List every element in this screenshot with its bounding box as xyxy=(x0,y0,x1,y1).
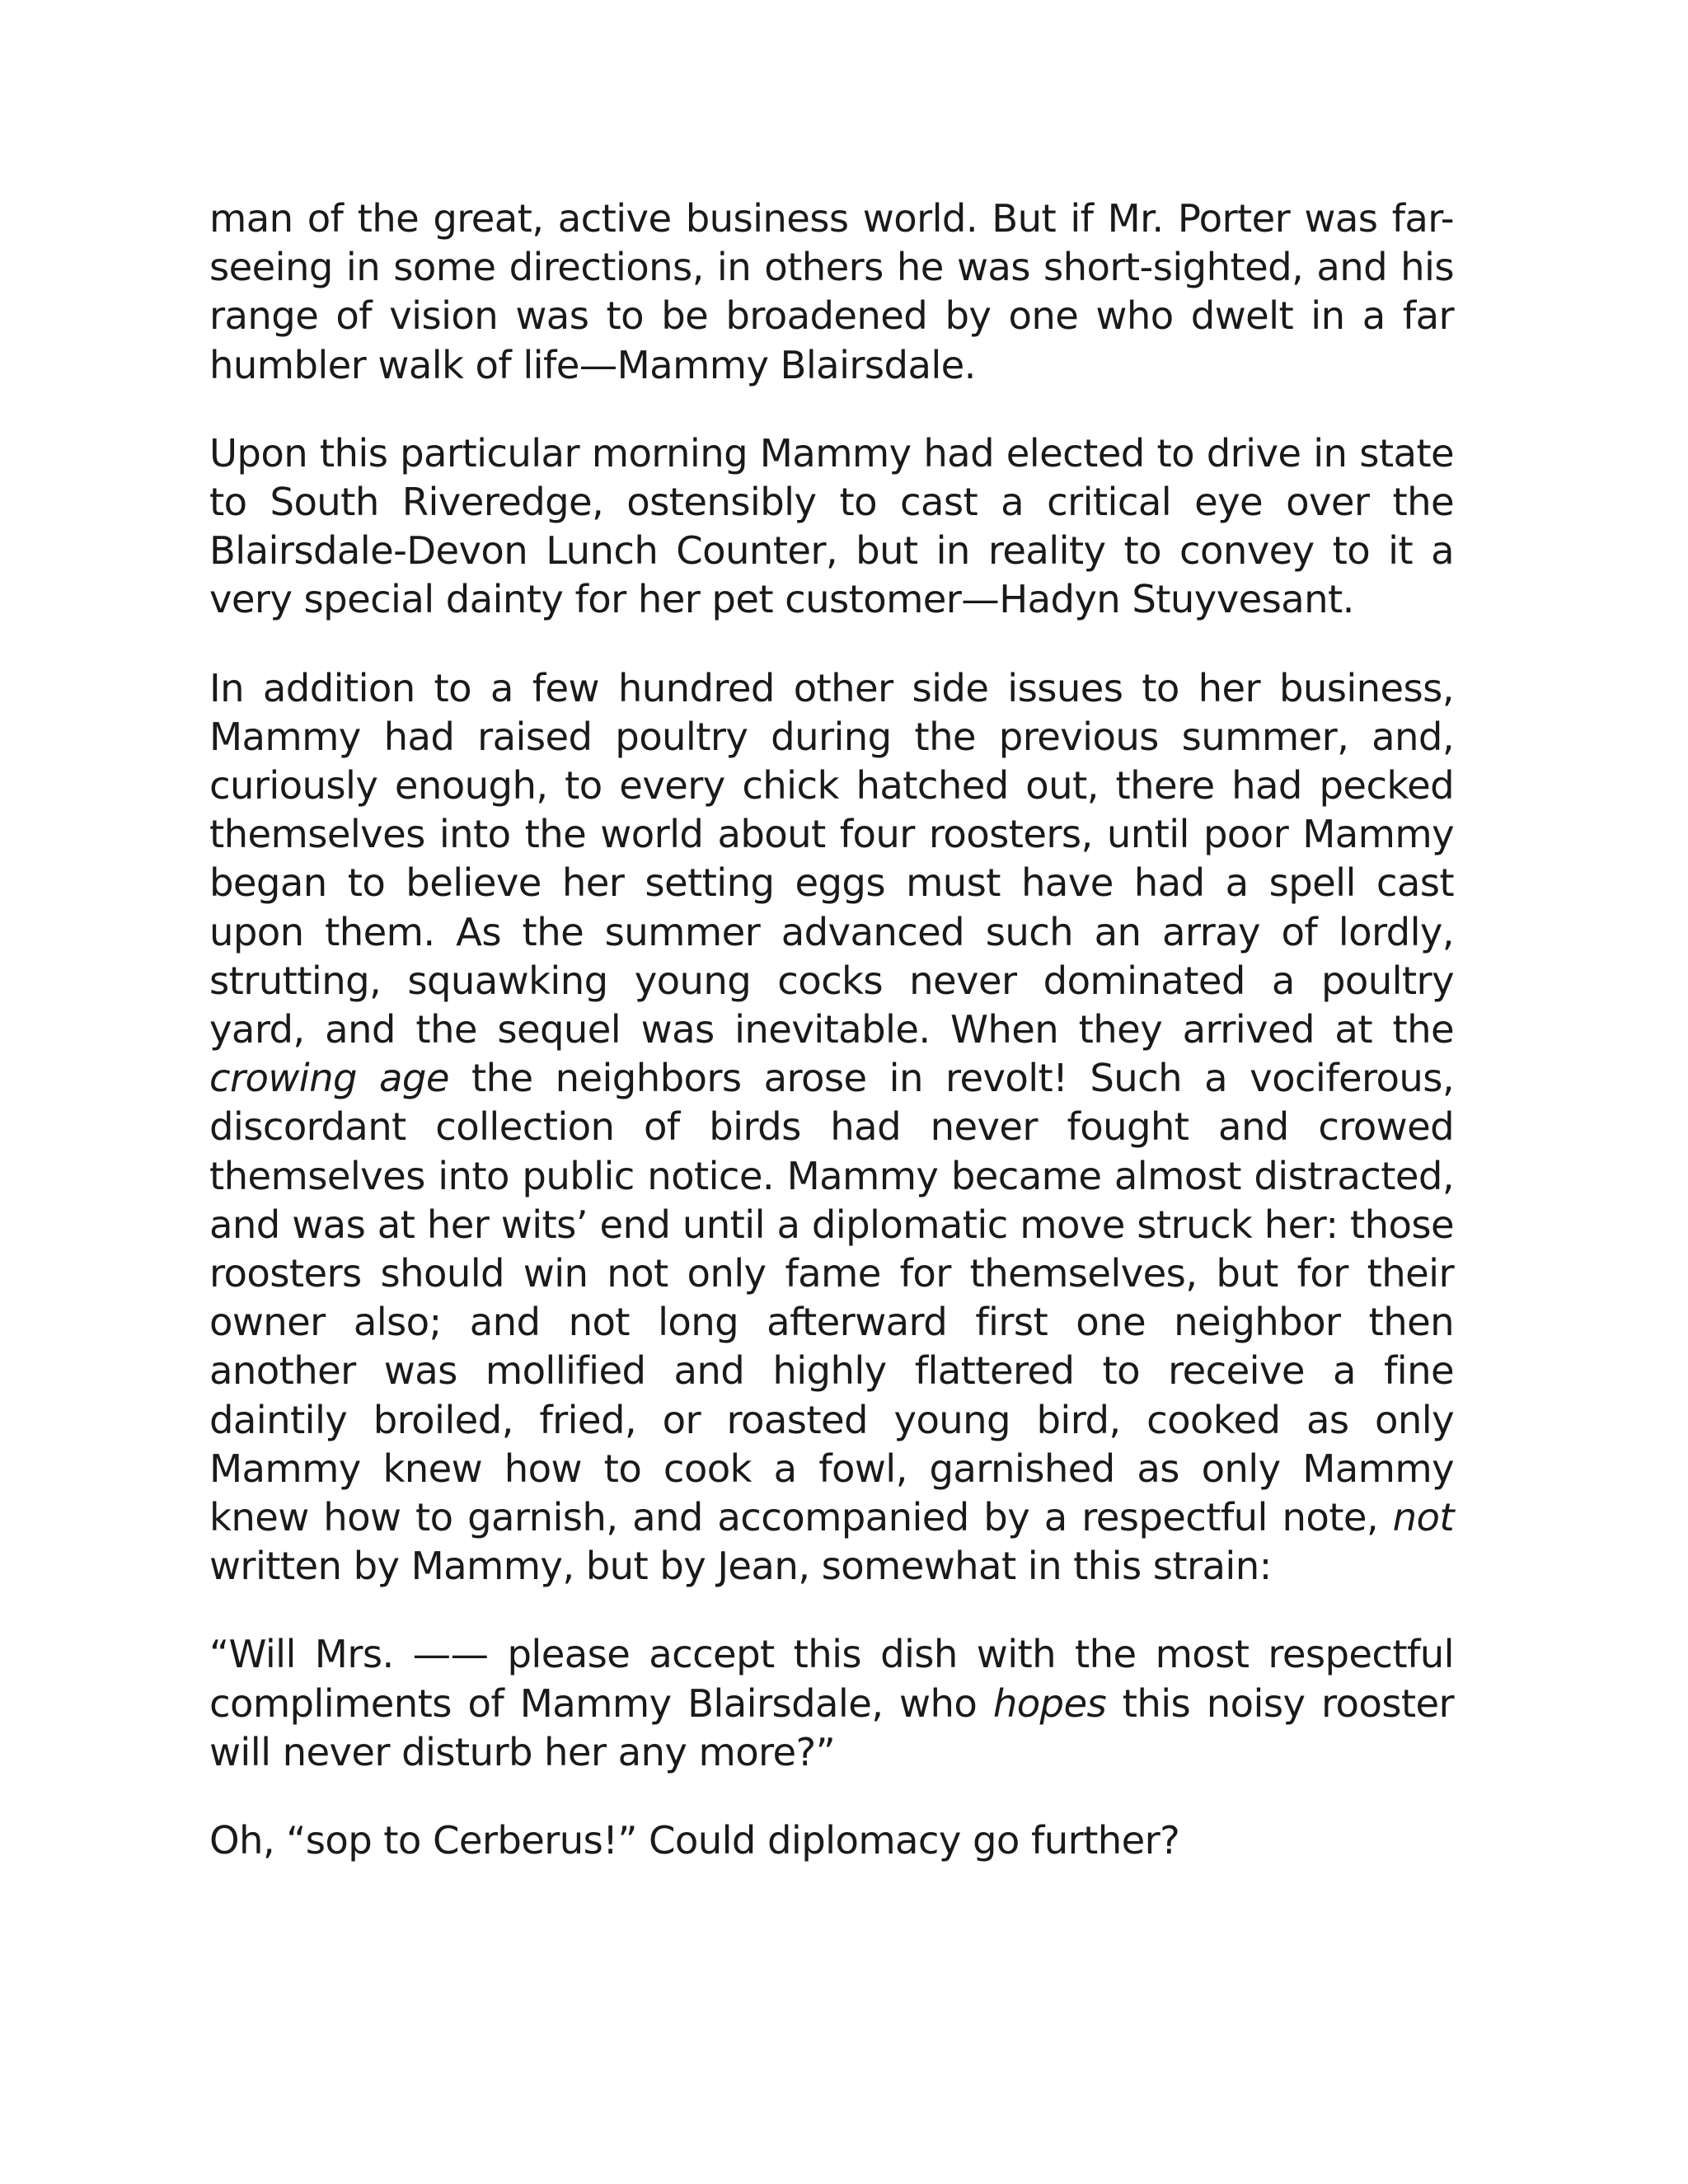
paragraph-text: In addition to a few hundred other side issues to her business, Mammy had raised poultry during the previous summer, and, curiously enough, to every chick hatched out, there had pecked themselves into the world about four roosters, until poor Mammy began to believe her setting eggs must have had a spell cast upon them. As the summer advanced such an array of lordly, strutting, squawking young cocks never dominated a poultry yard, and the sequel was inevitable. When they arrived at the xyxy=(209,665,1454,1052)
paragraph-text: written by Mammy, but by Jean, somewhat in this strain: xyxy=(209,1544,1272,1589)
paragraph xyxy=(209,1816,1454,1865)
paragraph xyxy=(209,194,1454,390)
paragraph xyxy=(209,429,1454,625)
paragraph xyxy=(209,664,1454,1591)
paragraph-text: Oh, “sop to Cerberus!” Could diplomacy go further? xyxy=(209,1818,1180,1863)
paragraph-text: Upon this particular morning Mammy had elected to drive in state to South Riveredge, ostensibly to cast a critical eye over the Blairsdale-Devon Lunch Counter, but in reality to convey to it a very special dainty for her pet customer—Hadyn Stuyvesant. xyxy=(209,430,1454,622)
paragraph xyxy=(209,1630,1454,1777)
paragraph-text: “Will Mrs. —— please accept this dish with the most respectful compliments of Mammy Blairsdale, who xyxy=(209,1632,1454,1726)
document-page xyxy=(209,194,1454,1865)
paragraph-text: this noisy rooster will never disturb her any more?” xyxy=(209,1680,1454,1774)
italic-emphasis: hopes xyxy=(992,1680,1107,1726)
italic-emphasis: crowing age xyxy=(209,1056,449,1101)
paragraph-text: man of the great, active business world. But if Mr. Porter was far-seeing in some directions, in others he was short-sighted, and his range of vision was to be broadened by one who dwelt in a far humbler walk of life—Mammy Blairsdale. xyxy=(209,196,1454,387)
italic-emphasis: not xyxy=(1392,1495,1454,1540)
paragraph-text: the neighbors arose in revolt! Such a vociferous, discordant collection of birds had never fought and crowed themselves into public notice. Mammy became almost distracted, and was at her wits’ end until a diplomatic move struck her: those roosters should win not only fame for themselves, but for their owner also; and not long afterward first one neighbor then another was mollified and highly flattered to receive a fine daintily broiled, fried, or roasted young bird, cooked as only Mammy knew how to cook a fowl, garnished as only Mammy knew how to garnish, and accompanied by a respectful note, xyxy=(209,1056,1455,1540)
